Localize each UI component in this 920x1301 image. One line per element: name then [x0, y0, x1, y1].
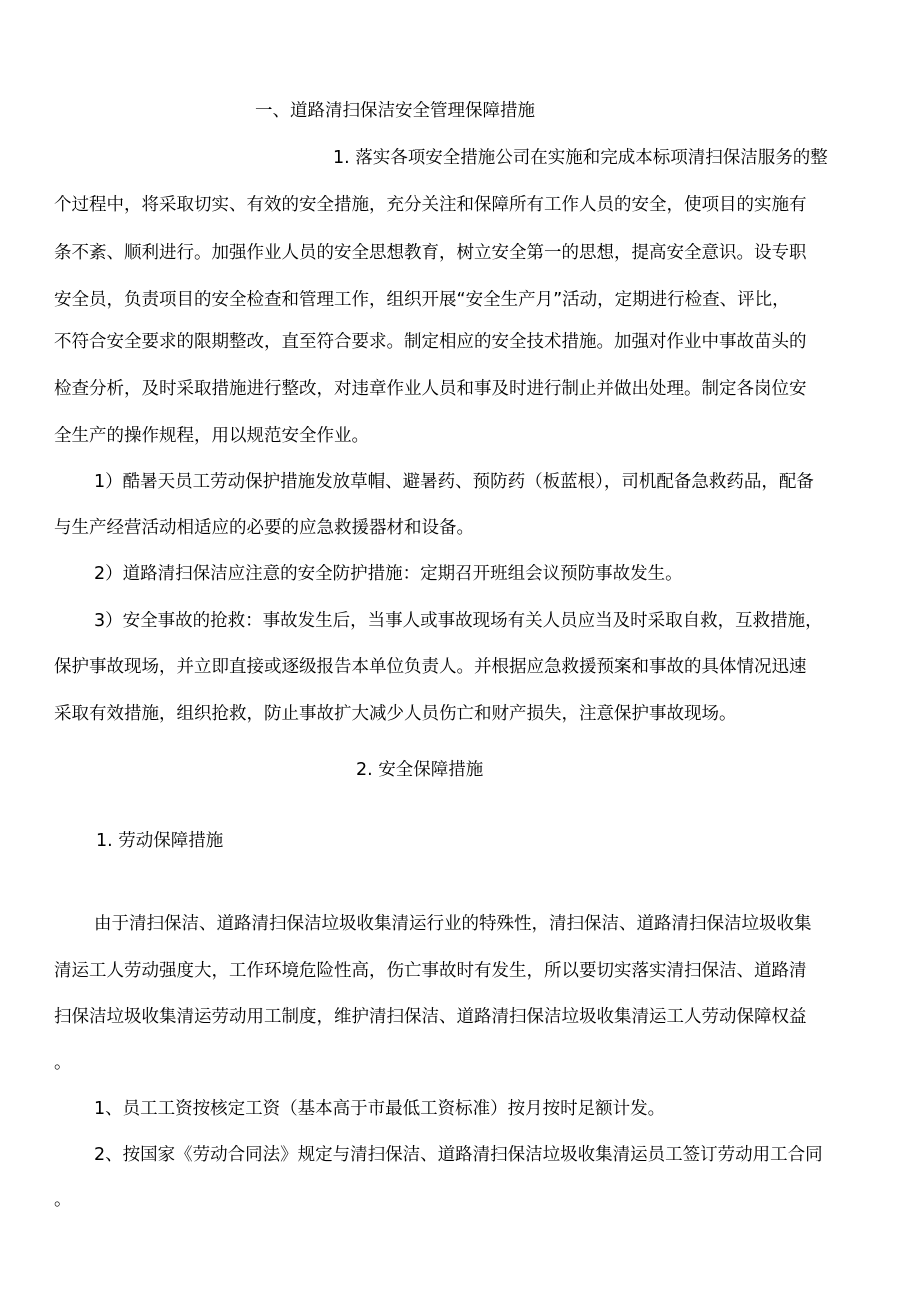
- point2-line-2: 。: [54, 1190, 72, 1210]
- section1-line-1: 1. 落实各项安全措施公司在实施和完成本标项清扫保洁服务的整: [333, 148, 828, 168]
- intro-line-2: 清运工人劳动强度大，工作环境危险性高，伤亡事故时有发生，所以要切实落实清扫保洁、道路清: [54, 961, 807, 981]
- item1-line-1: 1）酷暑天员工劳动保护措施发放草帽、避暑药、预防药（板蓝根），司机配备急救药品，配备: [94, 472, 814, 492]
- main-heading: 一、道路清扫保洁安全管理保障措施: [255, 101, 535, 121]
- item3-line-3: 采取有效措施，组织抢救，防止事故扩大减少人员伤亡和财产损失，注意保护事故现场。: [54, 704, 737, 724]
- section1-line-5: 不符合安全要求的限期整改，直至符合要求。制定相应的安全技术措施。加强对作业中事故苗头的: [54, 332, 807, 352]
- section2-subheading: 1. 劳动保障措施: [96, 831, 224, 851]
- section1-line-4: 安全员，负责项目的安全检查和管理工作，组织开展“安全生产月”活动，定期进行检查、评比，: [54, 290, 790, 310]
- section1-line-3: 条不紊、顺利进行。加强作业人员的安全思想教育，树立安全第一的思想，提高安全意识。设专职: [54, 243, 807, 263]
- item3-line-2: 保护事故现场，并立即直接或逐级报告本单位负责人。并根据应急救援预案和事故的具体情况迅速: [54, 657, 807, 677]
- intro-line-3: 扫保洁垃圾收集清运劳动用工制度，维护清扫保洁、道路清扫保洁垃圾收集清运工人劳动保障权益: [54, 1007, 807, 1027]
- section1-line-6: 检查分析，及时采取措施进行整改，对违章作业人员和事及时进行制止并做出处理。制定各岗位安: [54, 379, 807, 399]
- section1-line-2: 个过程中，将采取切实、有效的安全措施，充分关注和保障所有工作人员的安全，使项目的实施有: [54, 195, 807, 215]
- point1-line-1: 1、员工工资按核定工资（基本高于市最低工资标准）按月按时足额计发。: [94, 1099, 666, 1119]
- item1-line-2: 与生产经营活动相适应的必要的应急救援器材和设备。: [54, 518, 474, 538]
- intro-line-1: 由于清扫保洁、道路清扫保洁垃圾收集清运行业的特殊性，清扫保洁、道路清扫保洁垃圾收集: [94, 914, 812, 934]
- intro-line-4: 。: [54, 1053, 72, 1073]
- item2-line-1: 2）道路清扫保洁应注意的安全防护措施：定期召开班组会议预防事故发生。: [94, 564, 683, 584]
- point2-line-1: 2、按国家《劳动合同法》规定与清扫保洁、道路清扫保洁垃圾收集清运员工签订劳动用工合同: [94, 1145, 823, 1165]
- section1-line-7: 全生产的操作规程，用以规范安全作业。: [54, 426, 369, 446]
- item3-line-1: 3）安全事故的抢救：事故发生后，当事人或事故现场有关人员应当及时采取自救，互救措施，: [94, 611, 823, 631]
- section2-heading: 2. 安全保障措施: [356, 760, 484, 780]
